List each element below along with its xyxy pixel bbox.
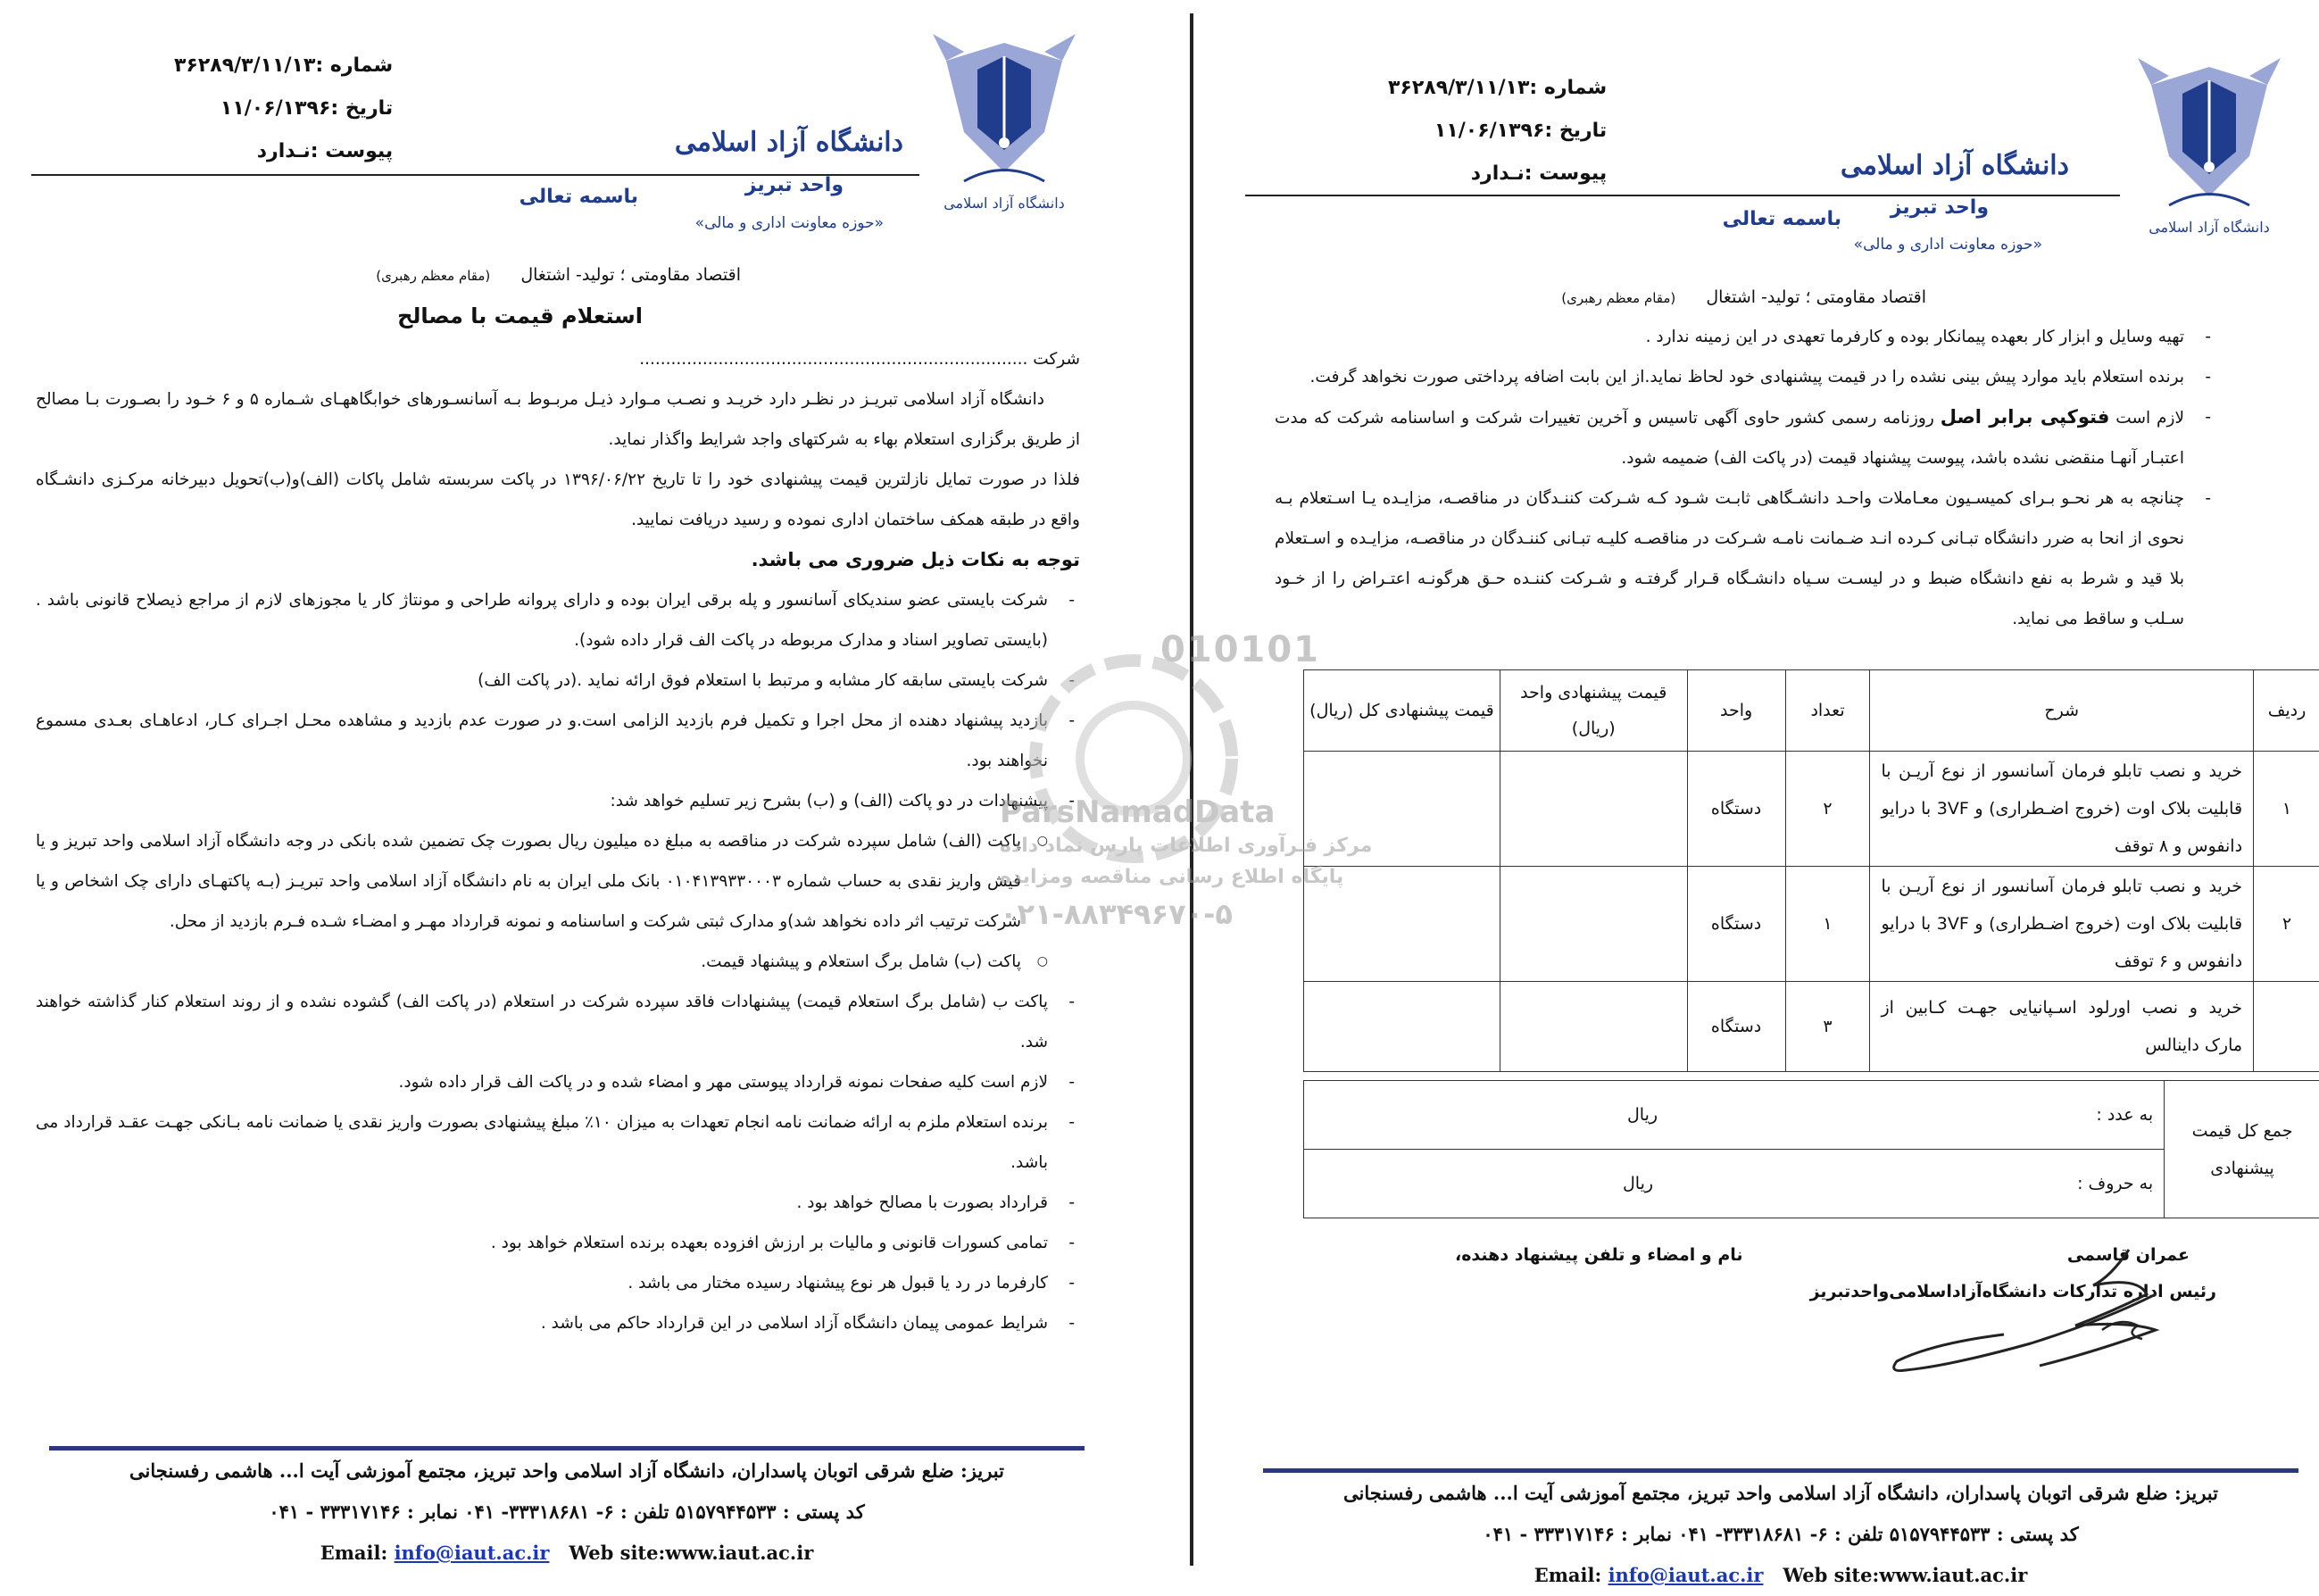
note-item — [1275, 397, 2184, 478]
row-unit: دستگاه — [1687, 982, 1785, 1072]
row-unit: دستگاه — [1687, 867, 1785, 982]
footer — [49, 1451, 1085, 1574]
row-unit-price[interactable] — [1500, 982, 1687, 1072]
in-words-label: به حروف : — [2077, 1174, 2153, 1193]
header-rule — [1245, 195, 2120, 196]
left-body — [36, 339, 1080, 1343]
note-item: - چنانچه به هر نحـو بـرای کمیسـیون معـاملات واحـد دانشـگاهی ثابـت شـود کـه شـرکت کننـدگان در مناقصـه، مزایـده یـا اسـتعلام بـه نحوی از انحا به ضرر دانشگاه تبـانی کـرده انـد ضـمانت نامـه شـرکت در مناقصـه کلیـه تبـانی کننـدگان در مناقصـه، مزایـده و اسـتعلام بلا قید و شرط به نفع دانشگاه ضبط و در لیسـت سـیاه دانشـگاه قـرار گرفتـه و شـرکت کننـده حـق هرگونـه اعتـراض را از خـود سـلب و ساقط می نماید. — [1275, 478, 2184, 639]
in-numbers-label: به عدد : — [2096, 1105, 2153, 1125]
table-row — [1304, 867, 2319, 982]
handwritten-signature — [1861, 1241, 2236, 1392]
sub-note-item: ○ پاکت (الف) شامل سپرده شرکت در مناقصه به مبلغ ده میلیون ریال بصورت چک تضمین شده بانکی در وجه دانشگاه آزاد اسلامی واحد تبریز و یا فیش واریز نقدی به حساب شماره ۰۱۰۴۱۳۹۳۳۰۰۰۳ بانک ملی ایران به نام دانشگاه آزاد اسلامی واحد تبریـز (بـه پاکتهـای دارای چک اشخاص و یا شرکت ترتیب اثر داده نخواهد شد)و مدارک ثبتی شرکت و اساسنامه و نمونه قرارداد مهـر و امضـاء شـده فـرم بازدید از محل. — [36, 821, 1021, 942]
bismillah: باسمه تعالی — [1723, 208, 1841, 230]
document-title: استعلام قیمت با مصالح — [397, 303, 643, 328]
note-item: - برنده استعلام ملزم به ارائه ضمانت نامه انجام تعهدات به میزان ۱۰٪ مبلغ پیشنهادی بصورت واریز نقدی یا ضمانت نامه بـانکی جهـت عقـد قرارداد می باشد. — [36, 1102, 1048, 1183]
right-page — [1201, 0, 2319, 1566]
note-item: - پیشنهادات در دو پاکت (الف) و (ب) بشرح زیر تسلیم خواهد شد: — [36, 781, 1048, 821]
watermark-digits: 010101 — [1160, 629, 1320, 670]
deadline-paragraph: فلذا در صورت تمایل نازلترین قیمت پیشنهادی خود را تا تاریخ ۱۳۹۶/۰۶/۲۲ در پاکت سربسته شامل پاکات (الف)و(ب)تحویل دبیرخانه مرکـزی دانشـگاه واقع در طبقه همکف ساختمان اداری نموده و رسید دریافت نمایید. — [36, 460, 1080, 540]
footer-address: تبریز: ضلع شرقی اتوبان پاسداران، دانشگاه آزاد اسلامی واحد تبریز، مجتمع آموزشی آیت ا... هاشمی رفسنجانی — [49, 1451, 1085, 1492]
row-unit-price[interactable] — [1500, 867, 1687, 982]
table-header-row — [1304, 670, 2319, 752]
row-quantity: ۳ — [1785, 982, 1870, 1072]
notes-list — [1275, 317, 2216, 639]
note-item: - برنده استعلام باید موارد پیش بینی نشده را در قیمت پیشنهادی خود لحاظ نماید.از این بابت اضافه پرداختی صورت نخواهد گرفت. — [1275, 357, 2184, 397]
intro-paragraph: دانشگاه آزاد اسلامی تبریـز در نظـر دارد خریـد و نصـب مـوارد ذیـل مربـوط بـه آسانسـورهای خوابگاههـای شـماره ۵ و ۶ خـود را بصـورت بـا مصالح از طریق برگزاری استعلام بهاء به شرکتهای واجد شرایط واگذار نماید. — [36, 379, 1080, 460]
notes-heading: توجه به نکات ذیل ضروری می باشد. — [36, 540, 1080, 580]
slogan-attribution: (مقام معظم رهبری) — [1561, 290, 1675, 306]
university-name: دانشگاه آزاد اسلامی — [1841, 150, 2069, 181]
note-item: - شرکت بایستی عضو سندیکای آسانسور و پله برقی ایران بوده و دارای پروانه طراحی و مونتاژ کار یا مجوزهای لازم از مراجع ذیصلاح قانونی باشد . (بایستی تصاویر اسناد و مدارک مربوطه در پاکت الف قرار داده شود). — [36, 580, 1048, 661]
totals-table — [1303, 1080, 2319, 1218]
letter-meta — [1388, 67, 1607, 195]
sub-note-item: ○ پاکت (ب) شامل برگ استعلام و پیشنهاد قیمت. — [36, 942, 1021, 982]
letter-date: تاریخ :۱۱/۰۶/۱۳۹۶ — [174, 87, 393, 130]
table-row — [1304, 752, 2319, 867]
ref-number: شماره :۳۶۲۸۹/۳/۱۱/۱۳ — [174, 45, 393, 87]
signatory-name: عمران قاسمی — [2067, 1245, 2190, 1265]
note-rest: روزنامه رسمی کشور حاوی آگهی تاسیس و آخرین تغییرات شرکت و اساسنامه شرکت که مدت اعتبـار آنهـا منقضی نشده باشد، پیوست پیشنهاد قیمت (در پاکت الف) ضمیمه شود. — [1275, 409, 2184, 468]
slogan-text: اقتصاد مقاومتی ؛ تولید- اشتغال — [1706, 287, 1926, 307]
row-number: ۱ — [2254, 752, 2319, 867]
total-label: جمع کل قیمت پیشنهادی — [2165, 1081, 2319, 1218]
watermark-brand: ParsNamadData — [1000, 794, 1275, 830]
email-label: Email: — [1534, 1564, 1602, 1586]
signatory-title: رئیس اداره تدارکات دانشگاه‌آزاداسلامی‌واحدتبریز — [1810, 1282, 2216, 1301]
footer-address: تبریز: ضلع شرقی اتوبان پاسداران، دانشگاه آزاد اسلامی واحد تبریز، مجتمع آموزشی آیت ا... هاشمی رفسنجانی — [1263, 1473, 2298, 1514]
right-body — [1275, 317, 2216, 639]
svg-text:دانشگاه آزاد اسلامی: دانشگاه آزاد اسلامی — [2149, 218, 2270, 236]
col-header: شرح — [1870, 670, 2254, 752]
note-emphasis: فتوکپی برابر اصل — [1941, 406, 2110, 428]
university-logo-icon — [928, 25, 1080, 221]
ref-number: شماره :۳۶۲۸۹/۳/۱۱/۱۳ — [1388, 67, 1607, 110]
total-in-words[interactable] — [1304, 1150, 2165, 1218]
col-header: تعداد — [1785, 670, 1870, 752]
watermark-line1: مرکز فـرآوری اطلاعات پارس نماد داده — [1000, 835, 1372, 857]
unit-name: واحد تبریز — [1891, 196, 1989, 219]
col-header: قیمت پیشنهادی واحد (ریال) — [1500, 670, 1687, 752]
university-name: دانشگاه آزاد اسلامی — [675, 127, 903, 158]
row-unit: دستگاه — [1687, 752, 1785, 867]
row-description: خرید و نصب تابلو فرمان آسانسور از نوع آریـن با قابلیت بلاک اوت (خروج اضـطراری) و 3VF با درایو دانفوس و ۸ توقف — [1870, 752, 2254, 867]
watermark-phone: ۰۲۱-۸۸۳۴۹۶۷۰-۵ — [1000, 897, 1233, 931]
note-item: - شرکت بایستی سابقه کار مشابه و مرتبط با استعلام فوق ارائه نماید .(در پاکت الف) — [36, 661, 1048, 701]
slogan-text: اقتصاد مقاومتی ؛ تولید- اشتغال — [520, 265, 741, 285]
note-item: - بازدید پیشنهاد دهنده از محل اجرا و تکمیل فرم بازدید الزامی است.و در صورت عدم بازدید و مشاهده محـل اجـرای کـار، ادعاهـای بعـدی مسموع نخواهند بود. — [36, 701, 1048, 781]
price-table — [1303, 669, 2319, 1072]
currency-label: ریال — [1627, 1105, 1658, 1125]
website[interactable]: Web site:www.iaut.ac.ir — [569, 1542, 813, 1564]
slogan — [1561, 287, 1926, 307]
row-description: خرید و نصب تابلو فرمان آسانسور از نوع آریـن با قابلیت بلاک اوت (خروج اضـطراری) و 3VF با درایو دانفوس و ۶ توقف — [1870, 867, 2254, 982]
attachment: پیوست :نـدارد — [174, 130, 393, 173]
department-name: «حوزه معاونت اداری و مالی» — [695, 214, 884, 232]
email-link[interactable]: info@iaut.ac.ir — [395, 1542, 550, 1564]
watermark — [982, 625, 1357, 946]
letter-date: تاریخ :۱۱/۰۶/۱۳۹۶ — [1388, 110, 1607, 153]
slogan-attribution: (مقام معظم رهبری) — [376, 268, 490, 284]
footer-contact — [49, 1533, 1085, 1574]
website[interactable]: Web site:www.iaut.ac.ir — [1783, 1564, 2027, 1586]
svg-text:دانشگاه آزاد اسلامی: دانشگاه آزاد اسلامی — [943, 194, 1065, 212]
footer — [1263, 1473, 2298, 1596]
row-number: ۲ — [2254, 867, 2319, 982]
col-header: ردیف — [2254, 670, 2319, 752]
university-logo-icon — [2133, 49, 2285, 245]
bismillah: باسمه تعالی — [519, 186, 638, 208]
department-name: «حوزه معاونت اداری و مالی» — [1854, 236, 2042, 254]
footer-postal: کد پستی : ۵۱۵۷۹۴۴۵۳۳ تلفن : ۶- ۳۳۳۱۸۶۸۱- ۰۴۱ نمابر : ۳۳۳۱۷۱۴۶ - ۰۴۱ — [1263, 1514, 2298, 1555]
footer-contact — [1263, 1555, 2298, 1596]
email-link[interactable]: info@iaut.ac.ir — [1608, 1564, 1764, 1586]
row-number — [2254, 982, 2319, 1072]
row-quantity: ۱ — [1785, 867, 1870, 982]
note-item: - تهیه وسایل و ابزار کار بعهده پیمانکار بوده و کارفرما تعهدی در این زمینه ندارد . — [1275, 317, 2184, 357]
col-header: قیمت پیشنهادی کل (ریال) — [1304, 670, 1500, 752]
email-label: Email: — [320, 1542, 388, 1564]
notes-list — [36, 580, 1080, 1343]
footer-postal: کد پستی : ۵۱۵۷۹۴۴۵۳۳ تلفن : ۶- ۳۳۳۱۸۶۸۱- ۰۴۱ نمابر : ۳۳۳۱۷۱۴۶ - ۰۴۱ — [49, 1492, 1085, 1533]
note-item: - کارفرما در رد یا قبول هر نوع پیشنهاد رسیده مختار می باشد . — [36, 1263, 1048, 1303]
bidder-signature-label: نام و امضاء و تلفن پیشنهاد دهنده، — [1455, 1245, 1743, 1265]
unit-name: واحد تبریز — [745, 174, 844, 196]
row-quantity: ۲ — [1785, 752, 1870, 867]
note-item: - پاکت ب (شامل برگ استعلام قیمت) پیشنهادات فاقد سپرده شرکت در استعلام (در پاکت الف) گشوده نشده و از روند استعلام کنار گذاشته خواهند شد. — [36, 982, 1048, 1062]
slogan — [376, 265, 741, 285]
letter-meta — [174, 45, 393, 173]
table-row — [1304, 982, 2319, 1072]
currency-label: ریال — [1623, 1174, 1653, 1193]
row-description: خرید و نصب اورلود اسـپانیایی جهـت کـابین از مارک داینالس — [1870, 982, 2254, 1072]
watermark-line2: پایگاه اطلاع رسانی مناقصه ومزایده — [1000, 866, 1343, 888]
note-item: - لازم است کلیه صفحات نمونه قرارداد پیوستی مهر و امضاء شده و در پاکت الف قرار داده شود. — [36, 1062, 1048, 1102]
note-item: - قرارداد بصورت با مصالح خواهد بود . — [36, 1183, 1048, 1223]
note-item: - تمامی کسورات قانونی و مالیات بر ارزش افزوده بعهده برنده استعلام خواهد بود . — [36, 1223, 1048, 1263]
note-item: - شرایط عمومی پیمان دانشگاه آزاد اسلامی در این قرارداد حاکم می باشد . — [36, 1303, 1048, 1343]
company-line: شرکت .......................................................................... — [36, 339, 1080, 379]
total-in-numbers[interactable] — [1304, 1081, 2165, 1150]
row-unit-price[interactable] — [1500, 752, 1687, 867]
note-prefix: لازم است — [2109, 409, 2184, 428]
col-header: واحد — [1687, 670, 1785, 752]
row-total-price[interactable] — [1304, 982, 1500, 1072]
attachment: پیوست :نـدارد — [1388, 153, 1607, 195]
